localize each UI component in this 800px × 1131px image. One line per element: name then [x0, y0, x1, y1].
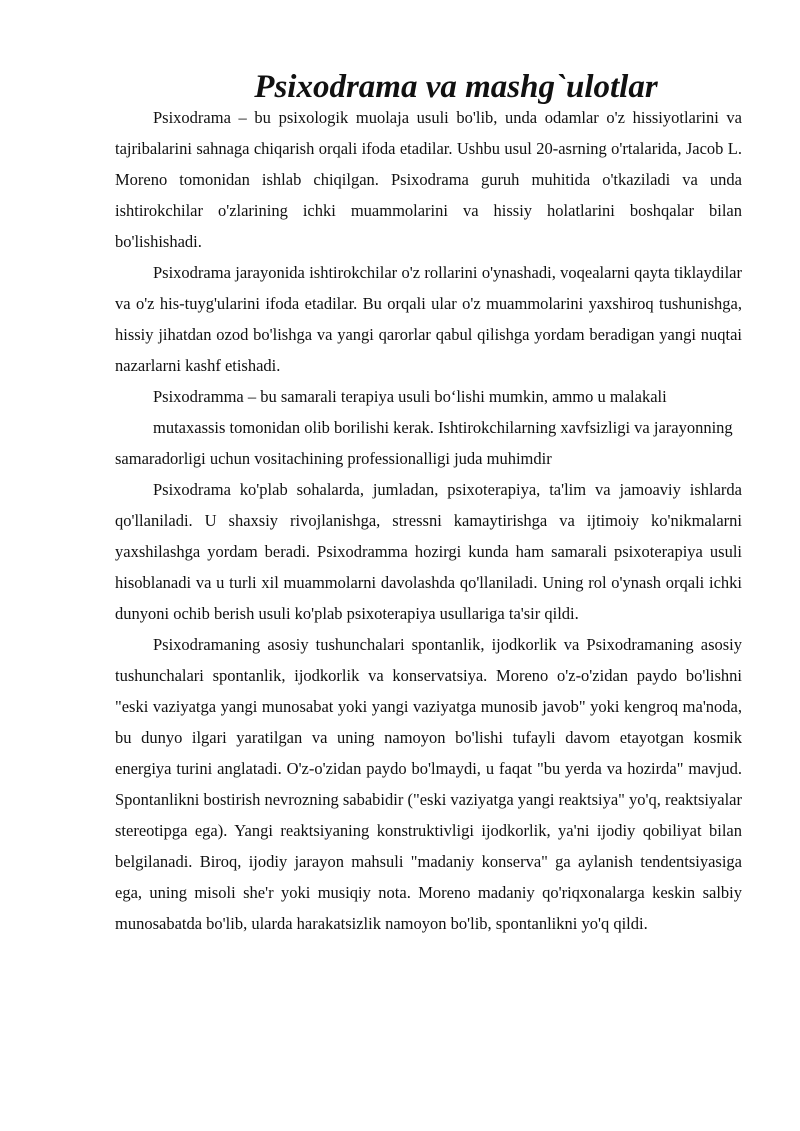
paragraph-applications: Psixodrama ko'plab sohalarda, jumladan, psixoterapiya, ta'lim va jamoaviy ishlarda qo'llaniladi. U shaxsiy rivojlanishga, stressni kamaytirishga va ijtimoiy ko'nikmalarni yaxshilashga yordam beradi. Psixodramma hozirgi kunda ham samarali psixoterapiya usuli hisoblanadi va u turli xil muammolarni davolashda qo'llaniladi. Uning rol o'ynash orqali ichki dunyoni ochib berish usuli ko'plab psixoterapiya usullariga ta'sir qildi.	[115, 480, 742, 623]
document-body	[115, 69, 742, 939]
document-title: Psixodrama va mashg`ulotlar	[254, 69, 658, 105]
paragraph-concepts: Psixodramaning asosiy tushunchalari spontanlik, ijodkorlik va Psixodramaning asosiy tushunchalari spontanlik, ijodkorlik va konservatsiya. Moreno o'z-o'zidan paydo bo'lishni "eski vaziyatga yangi munosabat yoki yangi vaziyatga munosib javob" yoki kengroq ma'noda, bu dunyo ilgari yaratilgan va uning namoyon bo'lishi tufayli davom etayotgan kosmik energiya turini anglatadi. O'z-o'zidan paydo bo'lmaydi, u faqat "bu yerda va hozirda" mavjud. Spontanlikni bostirish nevrozning sababidir ("eski vaziyatga yangi reaktsiya" yo'q, reaktsiyalar stereotipga ega). Yangi reaktsiyaning konstruktivligi ijodkorlik, ya'ni ijodiy qobiliyat bilan belgilanadi. Biroq, ijodiy jarayon mahsuli "madaniy konserva" ga aylanish tendentsiyasiga ega, uning misoli she'r yoki musiqiy nota. Moreno madaniy qo'riqxonalarga keskin salbiy munosabatda bo'lib, ularda harakatsizlik namoyon bo'lib, spontanlikni yo'q qildi.	[115, 635, 742, 933]
paragraph-process: Psixodrama jarayonida ishtirokchilar o'z rollarini o'ynashadi, voqealarni qayta tiklaydilar va o'z his-tuyg'ularini ifoda etadilar. Bu orqali ular o'z muammolarini yaxshiroq tushunishga, hissiy jihatdan ozod bo'lishga va yangi qarorlar qabul qilishga yordam beradigan yangi nuqtai nazarlarni kashf etishadi.	[115, 263, 742, 375]
paragraph-definition: Psixodrama – bu psixologik muolaja usuli bo'lib, unda odamlar o'z hissiyotlarini va tajribalarini sahnaga chiqarish orqali ifoda etadilar. Ushbu usul 20-asrning o'rtalarida, Jacob L. Moreno tomonidan ishlab chiqilgan. Psixodrama guruh muhitida o'tkaziladi va unda ishtirokchilar o'zlarining ichki muammolarini va hissiy holatlarini boshqalar bilan bo'lishishadi.	[115, 108, 742, 251]
paragraph-therapy-line: Psixodramma – bu samarali terapiya usuli bo‘lishi mumkin, ammo u malakali	[153, 387, 667, 406]
paragraph-specialist: mutaxassis tomonidan olib borilishi kerak. Ishtirokchilarning xavfsizligi va jarayonning samaradorligi uchun vositachining professionalligi juda muhimdir	[115, 418, 733, 468]
